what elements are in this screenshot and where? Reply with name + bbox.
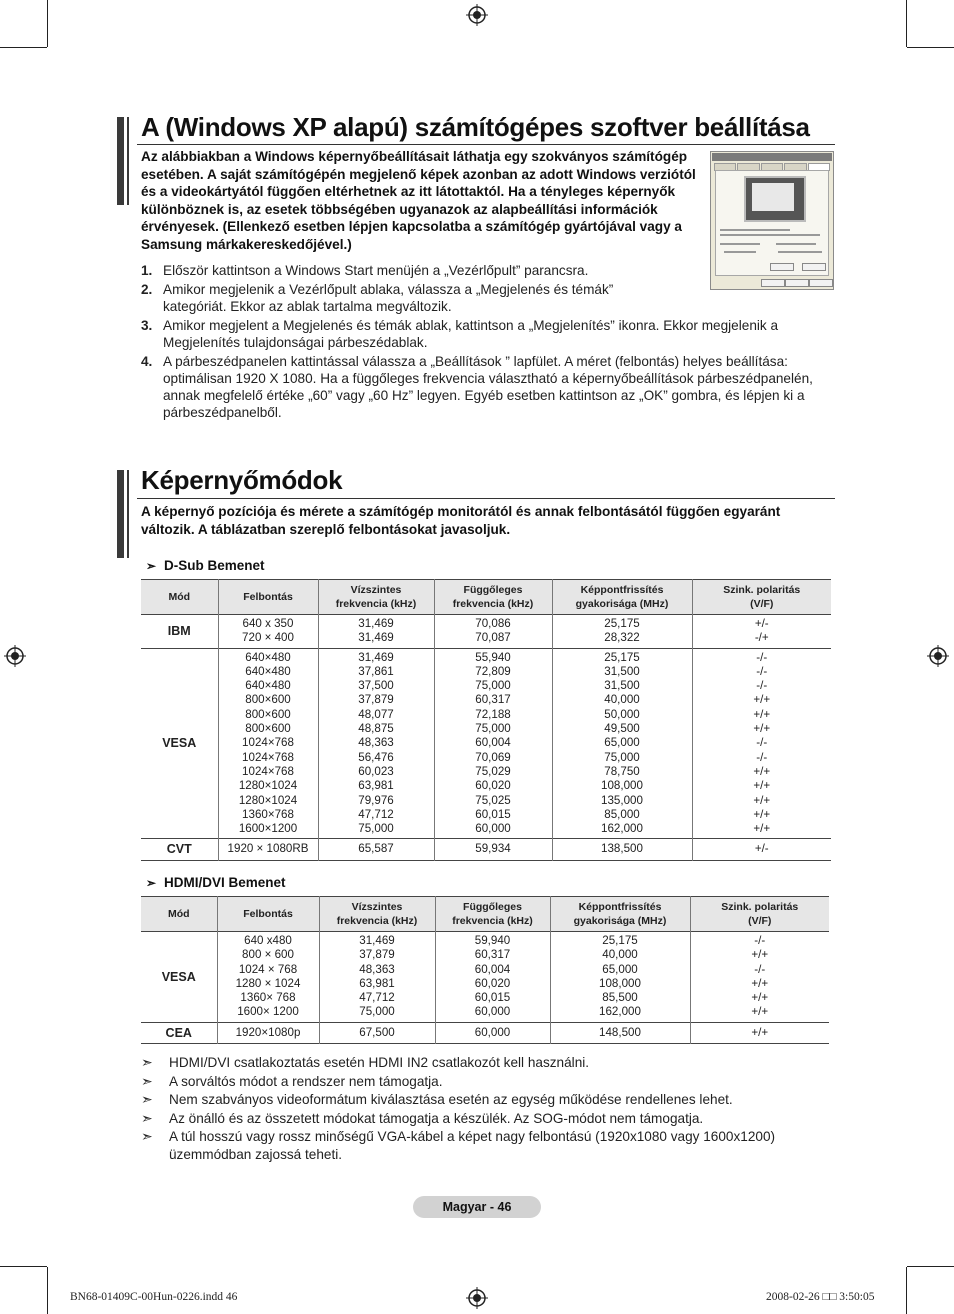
cell-value: 60,023 xyxy=(358,764,394,778)
dsub-table xyxy=(141,579,831,861)
column-header: Függőleges frekvencia (kHz) xyxy=(435,897,550,932)
cell-value: 75,025 xyxy=(475,793,511,807)
arrow-icon: ➣ xyxy=(141,1054,153,1070)
section-bar xyxy=(117,470,124,558)
cell-value: 79,976 xyxy=(358,793,394,807)
cell-value: 800×600 xyxy=(245,722,291,736)
table-row xyxy=(141,839,831,860)
cell-value: 48,363 xyxy=(358,736,394,750)
cell-value: 25,175 xyxy=(604,617,640,630)
value-cell xyxy=(218,839,318,860)
cell-value: 31,469 xyxy=(359,934,395,947)
value-cell xyxy=(690,1022,829,1043)
table-row xyxy=(141,615,831,649)
cell-value: 65,000 xyxy=(602,962,638,976)
crop-mark xyxy=(906,0,907,47)
dialog-line xyxy=(720,234,820,236)
column-header: Felbontás xyxy=(217,897,319,932)
cell-value: 48,363 xyxy=(359,962,395,976)
cell-value: 640×480 xyxy=(245,664,291,678)
crop-mark xyxy=(0,1266,47,1267)
cell-value: 60,015 xyxy=(475,807,511,821)
cell-value: -/- xyxy=(754,962,766,976)
cell-value: 162,000 xyxy=(599,1005,641,1019)
crop-mark xyxy=(47,1267,48,1314)
registration-mark-icon xyxy=(466,4,488,26)
value-cell xyxy=(435,932,550,1023)
cell-value: +/+ xyxy=(751,948,769,962)
cell-value: 72,809 xyxy=(475,664,511,678)
cell-value: 70,069 xyxy=(475,750,511,764)
cell-value: 1024×768 xyxy=(242,764,294,778)
value-cell xyxy=(692,648,831,839)
value-cell xyxy=(318,615,434,649)
cell-value: 55,940 xyxy=(475,650,511,664)
cell-value: 65,587 xyxy=(358,842,394,856)
cell-value: 60,020 xyxy=(475,779,511,793)
note-item: ➣ Nem szabványos videoformátum kiválasztása esetén az egység működése rendellenes lehet. xyxy=(141,1091,733,1107)
arrow-icon: ➣ xyxy=(141,1128,153,1144)
column-header: Mód xyxy=(141,897,217,932)
note-item: ➣ HDMI/DVI csatlakoztatás esetén HDMI IN2 csatlakozót kell használni. xyxy=(141,1054,590,1070)
value-cell xyxy=(435,1022,550,1043)
cell-value: 31,469 xyxy=(358,617,394,630)
cell-value: +/+ xyxy=(751,1025,769,1039)
cell-value: 640×480 xyxy=(245,650,291,664)
value-cell xyxy=(217,1022,319,1043)
cell-value: 108,000 xyxy=(599,976,641,990)
cell-value: +/+ xyxy=(751,1005,769,1019)
step-item: 3. Amikor megjelent a Megjelenés és témák ablak, kattintson a „Megjelenítés” ikonra. Ekkor megjelenik a Megjelenítés tulajdonságai párbeszédablak. xyxy=(141,318,779,350)
registration-mark-icon xyxy=(927,645,949,667)
cell-value: -/- xyxy=(754,934,766,947)
hdmi-heading: ➣ HDMI/DVI Bemenet xyxy=(146,875,286,890)
cell-value: -/- xyxy=(756,664,768,678)
cell-value: +/+ xyxy=(753,822,771,836)
cell-value: 60,317 xyxy=(474,948,511,962)
value-cell xyxy=(692,839,831,860)
arrow-icon: ➣ xyxy=(146,559,157,573)
cell-value: -/- xyxy=(756,650,768,664)
cell-value: +/+ xyxy=(753,779,771,793)
cell-value: 138,500 xyxy=(601,842,643,856)
value-cell xyxy=(434,615,552,649)
cell-value: 37,500 xyxy=(358,679,394,693)
cell-value: 148,500 xyxy=(599,1025,641,1039)
cell-value: 56,476 xyxy=(358,750,394,764)
cell-value: +/- xyxy=(754,617,769,630)
mode-cell: IBM xyxy=(141,615,218,649)
cell-value: 40,000 xyxy=(602,948,638,962)
cell-value: 63,981 xyxy=(359,976,395,990)
cell-value: 720 × 400 xyxy=(242,631,294,645)
value-cell xyxy=(690,932,829,1023)
cell-value: 31,469 xyxy=(358,631,394,645)
cell-value: -/- xyxy=(756,736,768,750)
crop-mark xyxy=(907,47,954,48)
table-row xyxy=(141,648,831,839)
cell-value: 63,981 xyxy=(358,779,394,793)
intro-text: A képernyő pozíciója és mérete a számítógép monitorától és annak felbontásától függően egyaránt változik. A táblázatban szereplő felbontásokat javasoljuk. xyxy=(141,504,781,537)
cell-value: 31,500 xyxy=(604,679,640,693)
cell-value: 78,750 xyxy=(604,764,640,778)
section-bar xyxy=(127,470,129,558)
section-rule xyxy=(137,144,835,145)
cell-value: 1280 × 1024 xyxy=(235,976,301,990)
cell-value: 60,000 xyxy=(475,822,511,836)
arrow-icon: ➣ xyxy=(141,1072,153,1089)
mode-cell: VESA xyxy=(141,648,218,839)
cell-value: 28,322 xyxy=(604,631,640,645)
cell-value: 1280×1024 xyxy=(238,779,298,793)
cell-value: -/+ xyxy=(754,631,769,645)
cell-value: 48,875 xyxy=(358,722,394,736)
registration-mark-icon xyxy=(4,645,26,667)
cell-value: +/+ xyxy=(753,707,771,721)
footer-date: 2008-02-26 □□ 3:50:05 xyxy=(766,1291,875,1303)
value-cell xyxy=(552,648,692,839)
column-header: Képpontfrissítés gyakorisága (MHz) xyxy=(550,897,690,932)
footer-file: BN68-01409C-00Hun-0226.indd 46 xyxy=(70,1291,238,1303)
cell-value: +/+ xyxy=(751,976,769,990)
steps-list xyxy=(141,262,831,423)
cell-value: 60,004 xyxy=(474,962,511,976)
cell-value: 60,000 xyxy=(474,1005,511,1019)
column-header: Felbontás xyxy=(218,580,318,615)
dialog-line xyxy=(776,243,816,245)
cell-value: 1600×1200 xyxy=(238,822,298,836)
cell-value: 60,020 xyxy=(474,976,511,990)
cell-value: 70,087 xyxy=(475,631,511,645)
cell-value: 75,000 xyxy=(475,722,511,736)
cell-value: 75,000 xyxy=(358,822,394,836)
cell-value: 108,000 xyxy=(601,779,643,793)
section-title: A (Windows XP alapú) számítógépes szoftver beállítása xyxy=(141,112,810,142)
cell-value: 37,861 xyxy=(358,664,394,678)
cell-value: 59,940 xyxy=(474,934,511,947)
column-header: Mód xyxy=(141,580,218,615)
cell-value: 47,712 xyxy=(358,807,394,821)
hdmi-table xyxy=(141,896,829,1044)
cell-value: 70,086 xyxy=(475,617,511,630)
cell-value: 75,000 xyxy=(604,750,640,764)
column-header: Vízszintes frekvencia (kHz) xyxy=(318,580,434,615)
value-cell xyxy=(217,932,319,1023)
cell-value: 85,000 xyxy=(604,807,640,821)
cell-value: 40,000 xyxy=(604,693,640,707)
cell-value: 50,000 xyxy=(604,707,640,721)
value-cell xyxy=(434,648,552,839)
note-item: ➣ A túl hosszú vagy rossz minőségű VGA-kábel a képet nagy felbontású (1920x1080 vagy 1600x1200) üzemmódban zajossá teheti. xyxy=(141,1128,776,1162)
crop-mark xyxy=(906,1267,907,1314)
column-header: Szink. polaritás (V/F) xyxy=(690,897,829,932)
mode-cell: CEA xyxy=(141,1022,217,1043)
step-item: 1. Először kattintson a Windows Start menüjén a „Vezérlőpult” parancsra. xyxy=(141,263,589,278)
cell-value: 37,879 xyxy=(359,948,395,962)
cell-value: 1920 × 1080RB xyxy=(227,842,309,856)
cell-value: +/+ xyxy=(753,807,771,821)
value-cell xyxy=(318,648,434,839)
cell-value: 1600× 1200 xyxy=(237,1005,299,1019)
cell-value: -/- xyxy=(756,679,768,693)
cell-value: 1024 × 768 xyxy=(238,962,298,976)
arrow-icon: ➣ xyxy=(146,876,157,890)
cell-value: 640 x480 xyxy=(244,934,292,947)
cell-value: +/- xyxy=(754,842,769,856)
arrow-icon: ➣ xyxy=(141,1109,153,1126)
cell-value: 37,879 xyxy=(358,693,394,707)
section-rule xyxy=(137,498,835,499)
crop-mark xyxy=(907,1266,954,1267)
dialog-line xyxy=(720,243,760,245)
page-number-badge: Magyar - 46 xyxy=(413,1196,541,1218)
intro-text: Az alábbiakban a Windows képernyőbeállításait láthatja egy szokványos számítógép esetében. A saját számítógépén megjelenő képek azonban az adott Windows verziótól és a videokártyától függően eltérhetnek az itt látottaktól. Ha a tényleges képernyők különböznek is, az esetek többségében ugyanazok az alapbeállítási információk érvényesek. (Ellenkező esetben lépjen kapcsolatba a számítógép gyártójával vagy a Samsung márkakereskedőjével.) xyxy=(141,149,696,252)
value-cell xyxy=(434,839,552,860)
cell-value: 25,175 xyxy=(604,650,640,664)
cell-value: 640 x 350 xyxy=(242,617,294,630)
cell-value: 60,317 xyxy=(475,693,511,707)
dialog-panel xyxy=(715,170,829,276)
dialog-line xyxy=(720,229,790,231)
notes-list xyxy=(141,1054,831,1164)
step-item: 2. Amikor megjelenik a Vezérlőpult ablaka, válassza a „Megjelenés és témák” kategóriát. Ekkor az ablak tartalma megváltozik. xyxy=(141,282,614,314)
cell-value: 25,175 xyxy=(602,934,638,947)
cell-value: 162,000 xyxy=(601,822,643,836)
step-item: 4. A párbeszédpanelen kattintással válassza a „Beállítások ” lapfület. A méret (felbontás) helyes beállítása: optimálisan 1920 X 1080. Ha a függőleges frekvencia választható a képernyőbeállítások párbeszédpanelén, annak megfelelő értéke „60” vagy „60 Hz” legyen. Egyéb esetben kattintson az „OK” gombra, és lépjen ki a párbeszédpanelből. xyxy=(141,354,813,420)
cell-value: 1024×768 xyxy=(242,750,294,764)
cell-value: 1360× 768 xyxy=(240,991,296,1005)
cell-value: 1024×768 xyxy=(242,736,294,750)
cell-value: 59,934 xyxy=(475,842,511,856)
arrow-icon: ➣ xyxy=(141,1091,153,1107)
cell-value: 47,712 xyxy=(359,991,395,1005)
cell-value: 60,015 xyxy=(474,991,511,1005)
table-row xyxy=(141,932,829,1023)
column-header: Függőleges frekvencia (kHz) xyxy=(434,580,552,615)
cell-value: +/+ xyxy=(753,722,771,736)
column-header: Szink. polaritás (V/F) xyxy=(692,580,831,615)
crop-mark xyxy=(0,47,47,48)
cell-value: 75,000 xyxy=(359,1005,395,1019)
value-cell xyxy=(552,839,692,860)
value-cell xyxy=(550,1022,690,1043)
cell-value: 800×600 xyxy=(245,707,291,721)
section-bar xyxy=(117,117,124,205)
note-item: ➣ Az önálló és az összetett módokat támogatja a készülék. Az SOG-módot nem támogatja. xyxy=(141,1109,704,1126)
registration-mark-icon xyxy=(466,1287,488,1309)
cell-value: 31,469 xyxy=(358,650,394,664)
dialog-line xyxy=(778,251,822,253)
cell-value: +/+ xyxy=(753,793,771,807)
cell-value: 800 × 600 xyxy=(242,948,294,962)
value-cell xyxy=(692,615,831,649)
note-item: ➣ A sorváltós módot a rendszer nem támogatja. xyxy=(141,1072,443,1089)
value-cell xyxy=(318,839,434,860)
cell-value: 640×480 xyxy=(245,679,291,693)
monitor-icon xyxy=(744,176,806,222)
cell-value: +/+ xyxy=(753,764,771,778)
cell-value: 1920×1080p xyxy=(235,1025,301,1039)
column-header: Képpontfrissítés gyakorisága (MHz) xyxy=(552,580,692,615)
dialog-titlebar xyxy=(712,153,832,161)
table-row xyxy=(141,1022,829,1043)
column-header: Vízszintes frekvencia (kHz) xyxy=(319,897,435,932)
table-header-row xyxy=(141,580,831,615)
cell-value: +/+ xyxy=(751,991,769,1005)
cell-value: 75,000 xyxy=(475,679,511,693)
value-cell xyxy=(550,932,690,1023)
cell-value: 1280×1024 xyxy=(238,793,298,807)
mode-cell: VESA xyxy=(141,932,217,1023)
cell-value: 135,000 xyxy=(601,793,643,807)
cell-value: 72,188 xyxy=(475,707,511,721)
cell-value: 31,500 xyxy=(604,664,640,678)
value-cell xyxy=(319,1022,435,1043)
cell-value: 65,000 xyxy=(604,736,640,750)
section-bar xyxy=(127,117,129,205)
crop-mark xyxy=(47,0,48,47)
dsub-heading: ➣ D-Sub Bemenet xyxy=(146,558,265,573)
mode-cell: CVT xyxy=(141,839,218,860)
cell-value: 67,500 xyxy=(359,1025,395,1039)
cell-value: 85,500 xyxy=(602,991,638,1005)
cell-value: 60,000 xyxy=(474,1025,511,1039)
table-header-row xyxy=(141,897,829,932)
cell-value: 48,077 xyxy=(358,707,394,721)
section-title: Képernyőmódok xyxy=(141,465,343,495)
value-cell xyxy=(319,932,435,1023)
cell-value: -/- xyxy=(756,750,768,764)
cell-value: 49,500 xyxy=(604,722,640,736)
cell-value: 1360×768 xyxy=(242,807,294,821)
value-cell xyxy=(218,648,318,839)
cell-value: 75,029 xyxy=(475,764,511,778)
dialog-line xyxy=(724,251,756,253)
cell-value: 800×600 xyxy=(245,693,291,707)
value-cell xyxy=(552,615,692,649)
cell-value: 60,004 xyxy=(475,736,511,750)
value-cell xyxy=(218,615,318,649)
cell-value: +/+ xyxy=(753,693,771,707)
